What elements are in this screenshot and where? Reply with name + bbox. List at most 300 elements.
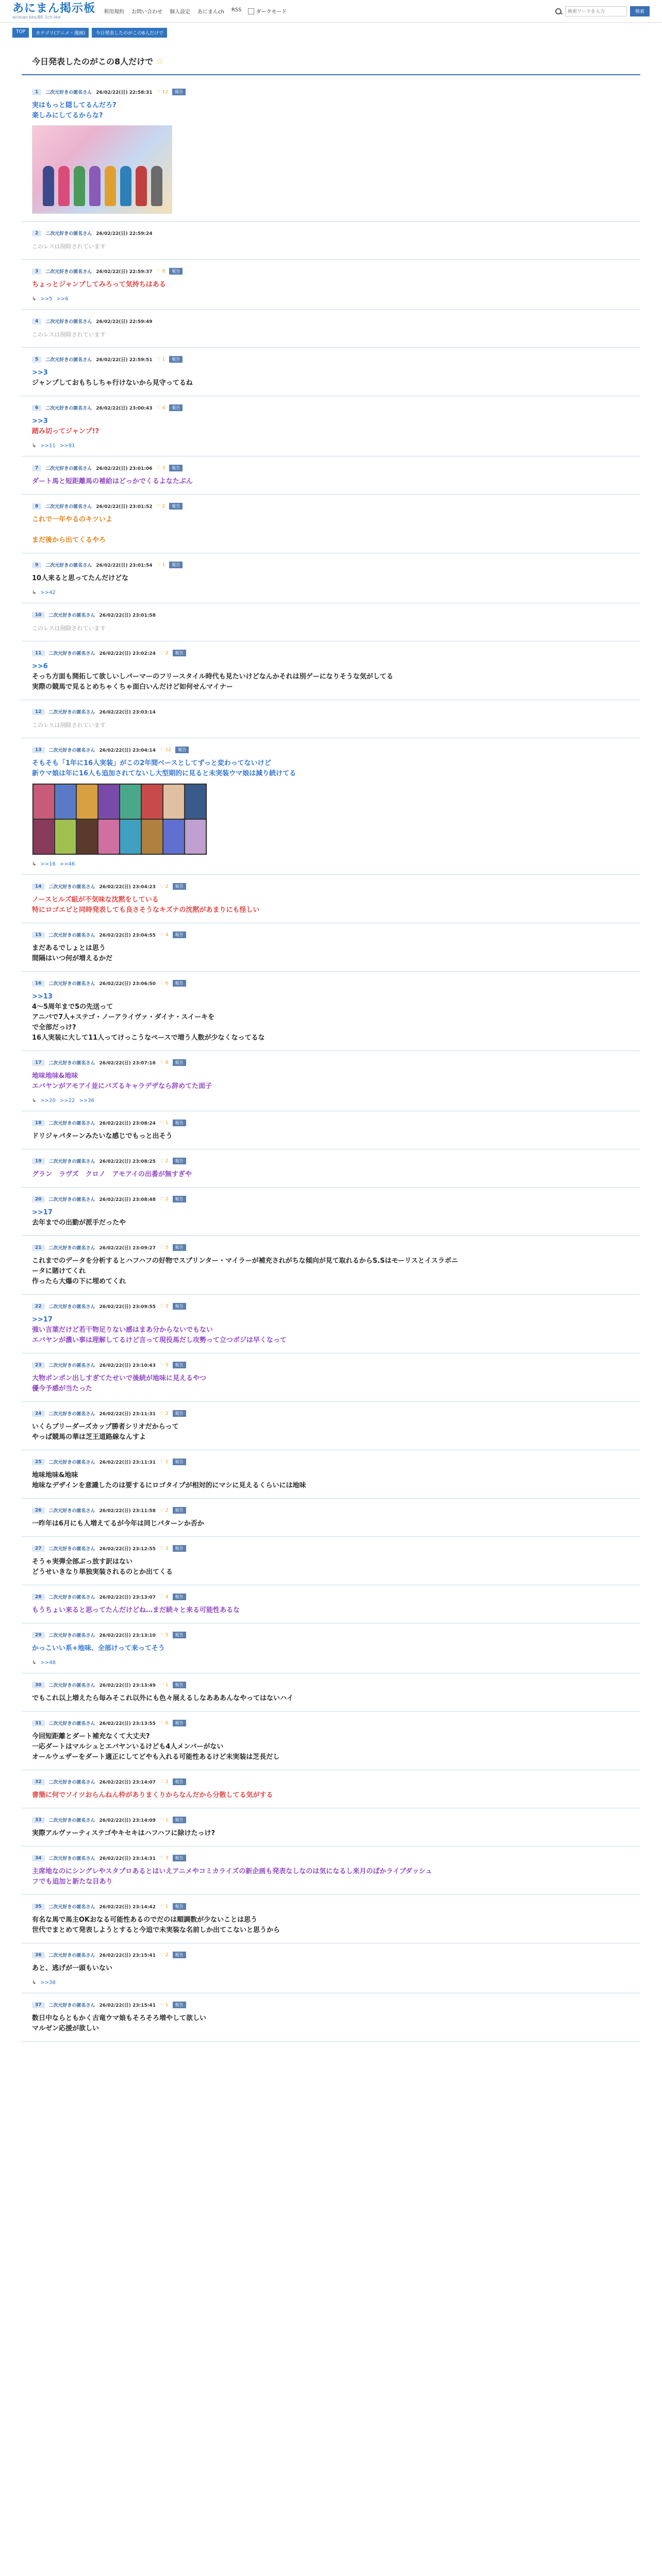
report-button[interactable]: 報告	[173, 1507, 186, 1514]
heart-icon: ♡	[159, 747, 166, 753]
post	[22, 348, 640, 396]
darkmode-toggle[interactable]	[248, 7, 287, 15]
post-number[interactable]: 2	[32, 230, 41, 236]
report-button[interactable]: 報告	[173, 1720, 186, 1726]
post-header	[32, 1158, 630, 1164]
post-number[interactable]: 3	[32, 268, 41, 275]
post-body	[32, 1915, 630, 1936]
good-count[interactable]	[160, 1304, 169, 1309]
reply-link[interactable]: >>6	[56, 296, 69, 302]
post-header	[32, 650, 630, 656]
post	[22, 1499, 640, 1537]
post-body	[32, 330, 630, 340]
good-count[interactable]	[160, 651, 169, 656]
nav-rss[interactable]: RSS	[231, 7, 242, 13]
favorite-star-icon[interactable]: ☆	[156, 56, 164, 66]
good-count[interactable]	[160, 2003, 169, 2008]
post-text-line: ジャンプしておもちしちゃ行けないから見守ってるね	[32, 379, 193, 387]
report-button[interactable]: 報告	[173, 2002, 186, 2008]
post-text-line: 楽しみにしてるからな?	[32, 112, 103, 120]
post-body	[32, 1732, 630, 1762]
post-timestamp: 26/02/22(日) 23:09:55	[99, 1304, 156, 1310]
report-button[interactable]: 報告	[173, 1903, 186, 1910]
post-header	[32, 1682, 630, 1688]
report-button[interactable]: 報告	[173, 1244, 186, 1251]
post	[22, 738, 640, 875]
good-count[interactable]	[157, 357, 166, 362]
report-button[interactable]: 報告	[173, 1778, 186, 1785]
reply-link[interactable]: >>48	[40, 1660, 56, 1666]
poster-name: 二次元好きの匿名さん	[48, 1721, 95, 1726]
post-text-line: ダート馬と短距離馬の補給はどっかでくるよなたぶん	[32, 478, 193, 485]
post-number[interactable]: 7	[32, 465, 41, 471]
good-value: 1	[165, 1120, 169, 1126]
post-header	[32, 503, 630, 510]
post-header	[32, 1459, 630, 1465]
post-text-line: このレスは削除されています	[32, 625, 106, 632]
report-button[interactable]: 報告	[173, 1459, 186, 1465]
good-value: 4	[162, 405, 166, 411]
post-header	[32, 931, 630, 938]
logo-subtext: animan bbs/BE 2ch-like	[12, 14, 61, 20]
reply-arrow-icon: ↳	[32, 861, 37, 867]
good-count[interactable]	[160, 1633, 169, 1638]
post-text-line: まだあるでしょとは思う	[32, 944, 106, 952]
post-text-line: 作ったら大爆の下に埋めてくれ	[32, 1278, 126, 1285]
post-header	[32, 1545, 630, 1552]
good-value: 2	[165, 1411, 169, 1416]
reply-arrow-icon: ↳	[32, 1980, 37, 1986]
poster-name: 二次元好きの匿名さん	[48, 1509, 95, 1514]
heart-icon: ♡	[159, 1245, 166, 1250]
heart-icon: ♡	[159, 1060, 166, 1065]
heart-icon: ♡	[156, 89, 162, 95]
post-header	[32, 268, 630, 275]
post-text-line: かっこいい系+地味、全部けって来ってそう	[32, 1645, 165, 1652]
post	[22, 1450, 640, 1499]
post-body	[32, 1422, 630, 1443]
good-count[interactable]	[160, 1856, 169, 1861]
post-body	[32, 2013, 630, 2034]
good-count[interactable]	[160, 1121, 169, 1126]
reply-anchor-link[interactable]: >>13	[32, 993, 53, 1001]
poster-name: 二次元好きの匿名さん	[45, 466, 92, 471]
poster-name: 二次元好きの匿名さん	[48, 1818, 95, 1823]
post	[22, 700, 640, 738]
reply-anchor-link[interactable]: >>17	[32, 1316, 53, 1324]
good-value: 2	[162, 503, 166, 509]
post-text-line: そうゃ実弾全部ぶっ放す訳はない	[32, 1558, 133, 1566]
post-text-line: このレスは削除されています	[32, 331, 106, 338]
character-figure	[120, 166, 131, 206]
good-count[interactable]	[160, 1460, 169, 1465]
heart-icon: ♡	[156, 503, 162, 509]
poster-name: 二次元好きの匿名さん	[48, 1633, 95, 1638]
post-header	[32, 465, 630, 471]
grid-image-cell	[163, 785, 184, 819]
post-text-line: もうちょい来ると思ってたんだけどね…まだ続々と来る可能性あるな	[32, 1606, 240, 1614]
heart-icon: ♡	[159, 1303, 166, 1309]
post-timestamp: 26/02/22(日) 23:01:06	[96, 466, 153, 471]
post-text-line: エバヤンがアモアイ並にバズるキャラデザなら辞めてた面子	[32, 1082, 212, 1090]
post-text-line: どうせいきなり単独実装されるのとか出てくる	[32, 1568, 173, 1576]
good-count[interactable]	[157, 269, 166, 274]
good-count[interactable]	[160, 1159, 169, 1164]
post-number[interactable]: 6	[32, 405, 41, 411]
report-button[interactable]: 報告	[173, 1545, 186, 1552]
post-number[interactable]: 37	[32, 2002, 45, 2008]
post-timestamp: 26/02/22(日) 23:08:25	[99, 1159, 156, 1164]
grid-image-cell	[163, 820, 184, 854]
report-button[interactable]: 報告	[169, 356, 183, 363]
reply-link[interactable]: >>11	[40, 443, 56, 449]
character-figure	[105, 166, 116, 206]
post-number[interactable]: 25	[32, 1459, 45, 1465]
post	[22, 1846, 640, 1895]
post-number[interactable]: 5	[32, 357, 41, 363]
post-body	[32, 1315, 630, 1346]
post-number[interactable]: 20	[32, 1196, 45, 1202]
reply-links	[32, 861, 630, 867]
reply-link[interactable]: >>91	[59, 443, 75, 449]
report-button[interactable]: 報告	[169, 404, 183, 411]
post-number[interactable]: 29	[32, 1632, 45, 1638]
post-header	[32, 747, 630, 753]
post	[22, 1295, 640, 1353]
post-body	[32, 662, 630, 692]
report-button[interactable]: 報告	[173, 1158, 186, 1164]
post-number[interactable]: 4	[32, 318, 41, 325]
good-value: 2	[165, 1952, 169, 1958]
post-body	[32, 368, 630, 388]
post-number[interactable]: 9	[32, 562, 41, 568]
post-timestamp: 26/02/22(日) 23:15:41	[99, 2003, 156, 2008]
poster-name: 二次元好きの匿名さん	[48, 1159, 95, 1164]
reply-link[interactable]: >>20	[40, 1098, 56, 1104]
good-count[interactable]	[160, 1060, 169, 1065]
breadcrumb-category[interactable]: カテゴリ(アニメ・漫画)	[32, 28, 89, 38]
post	[22, 1111, 640, 1149]
reply-link[interactable]: >>16	[40, 861, 56, 867]
reply-link[interactable]: >>38	[40, 1980, 56, 1986]
nav-animanch[interactable]: あにまんch	[197, 9, 224, 15]
good-count[interactable]	[160, 1721, 169, 1726]
report-button[interactable]: 報告	[173, 1059, 186, 1066]
heart-icon: ♡	[159, 980, 166, 986]
post-text-line: 書簡に何でソイツおらんねん枠がありまくりからなんだから分散してる気がする	[32, 1791, 273, 1799]
post-body	[32, 416, 630, 437]
post-number[interactable]: 36	[32, 1952, 45, 1958]
post-number[interactable]: 16	[32, 980, 45, 987]
post-number[interactable]: 11	[32, 650, 45, 656]
heart-icon: ♡	[156, 268, 162, 274]
post	[22, 1673, 640, 1711]
post-text-line: そっち方面も開拓して欲しいしパーマーのフリースタイル時代も見たいけどなんかそれは別ゲーになりそうな気がしてる	[32, 673, 393, 681]
good-count[interactable]	[160, 1953, 169, 1958]
post-header	[32, 1507, 630, 1514]
post-number[interactable]: 27	[32, 1546, 45, 1552]
post-text-line: これまでのデータを分析するとハフハフの好物でスプリンター・マイラーが補充されがちな傾向が見て取れるからS.Sはモーリスとイスラボニ	[32, 1257, 458, 1265]
page-title: 今日発表したのがこの8人だけで	[32, 57, 154, 66]
post-text-line: 世代でまとめて発表しようとすると今追で未実装な名前しか出てこないと思うから	[32, 1926, 280, 1934]
post-body	[32, 242, 630, 252]
post	[22, 495, 640, 553]
report-button[interactable]: 報告	[173, 1594, 186, 1600]
post-text-line: ータに賭けてくれ	[32, 1267, 86, 1275]
post	[22, 1149, 640, 1188]
post-number[interactable]: 34	[32, 1855, 45, 1861]
good-value: 1	[165, 2002, 169, 2008]
post-header	[32, 318, 630, 325]
post	[22, 603, 640, 641]
reply-anchor-link[interactable]: >>6	[32, 663, 48, 670]
post-header	[32, 1303, 630, 1310]
post	[22, 80, 640, 222]
post-number[interactable]: 31	[32, 1720, 45, 1726]
heart-icon: ♡	[159, 1546, 166, 1551]
good-value: 4	[165, 932, 169, 938]
good-count[interactable]	[160, 1363, 169, 1368]
post-body	[32, 1374, 630, 1394]
post-text-line: 4〜5周年まで5の先送って	[32, 1003, 113, 1011]
post	[22, 923, 640, 972]
post-header	[32, 1903, 630, 1910]
good-count[interactable]	[157, 563, 166, 568]
good-count[interactable]	[160, 1780, 169, 1785]
post-number[interactable]: 32	[32, 1779, 45, 1785]
post-number[interactable]: 14	[32, 884, 45, 890]
post-text-line: 強い言葉だけど若干物足りない感はまあ分からないでもない	[32, 1326, 213, 1334]
post-text-line: 地味なデザインを意識したのは要するにロゴタイプが相対的にマシに見えるくらいには地味	[32, 1482, 306, 1489]
post-number[interactable]: 35	[32, 1904, 45, 1910]
reply-arrow-icon: ↳	[32, 443, 37, 449]
post-timestamp: 26/02/22(日) 22:59:49	[96, 319, 153, 325]
heart-icon: ♡	[156, 465, 162, 471]
post-timestamp: 26/02/22(日) 23:01:58	[99, 613, 156, 618]
post-number[interactable]: 24	[32, 1411, 45, 1417]
post-number[interactable]: 26	[32, 1507, 45, 1514]
post-text-line: オールウェザーをダート適正にしてどやも入れる可能性あるけど未実装は芝長だし	[32, 1753, 280, 1761]
post-body	[32, 1828, 630, 1839]
report-button[interactable]: 報告	[169, 562, 183, 568]
darkmode-checkbox[interactable]	[248, 8, 254, 14]
good-count[interactable]	[160, 748, 171, 753]
post-text-line: ノースヒルズ組が不気味な沈黙をしている	[32, 896, 159, 904]
post-number[interactable]: 19	[32, 1158, 45, 1164]
character-figure	[74, 166, 85, 206]
post-header	[32, 1952, 630, 1958]
report-button[interactable]: 報告	[173, 883, 186, 890]
post	[22, 456, 640, 495]
post-text-line: 特にロゴエピと同時発表しても良さそうなキズナの沈黙があまりにも怪しい	[32, 906, 260, 914]
nav-terms[interactable]: 利用規約	[104, 9, 125, 15]
good-value: 1	[165, 1817, 169, 1823]
grid-image-cell	[77, 820, 97, 854]
post-text-line: 一昨年は6月にも人増えてるが今年は同じパターンか否か	[32, 1520, 204, 1528]
reply-links	[32, 1098, 630, 1104]
good-count[interactable]	[160, 1508, 169, 1513]
report-button[interactable]: 報告	[175, 747, 189, 753]
reply-link[interactable]: >>42	[40, 590, 56, 596]
good-count[interactable]	[160, 981, 169, 986]
post	[22, 1993, 640, 2042]
post-text-line: エバヤンが濃い事は理解してるけど言って現役馬だし攻勢って立つポジは早くなって	[32, 1336, 287, 1344]
report-button[interactable]: 報告	[173, 1120, 186, 1126]
good-count[interactable]	[157, 405, 166, 411]
post-number[interactable]: 17	[32, 1060, 45, 1066]
post-timestamp: 26/02/22(日) 23:10:43	[99, 1363, 156, 1368]
post	[22, 1402, 640, 1450]
grid-image-cell	[55, 785, 76, 819]
report-button[interactable]: 報告	[169, 268, 183, 275]
post	[22, 1623, 640, 1673]
post-body	[32, 1519, 630, 1529]
good-count[interactable]	[157, 466, 166, 471]
reply-link[interactable]: >>46	[59, 861, 75, 867]
post-number[interactable]: 23	[32, 1362, 45, 1368]
post-body	[32, 1790, 630, 1801]
post-number[interactable]: 21	[32, 1245, 45, 1251]
post-number[interactable]: 8	[32, 503, 41, 510]
report-button[interactable]: 報告	[173, 1362, 186, 1368]
post-number[interactable]: 28	[32, 1594, 45, 1600]
post-timestamp: 26/02/22(日) 23:15:41	[99, 1953, 156, 1958]
post-image-grid-thumbnail[interactable]	[32, 783, 207, 855]
good-count[interactable]	[160, 1595, 169, 1600]
report-button[interactable]: 報告	[173, 1817, 186, 1823]
post-timestamp: 26/02/22(日) 23:03:14	[99, 710, 156, 715]
report-button[interactable]: 報告	[173, 1303, 186, 1310]
site-logo[interactable]	[12, 3, 95, 20]
post-header	[32, 1594, 630, 1600]
post-timestamp: 26/02/22(日) 23:11:58	[99, 1509, 156, 1514]
good-value: 8	[162, 268, 166, 274]
post-image-thumbnail[interactable]	[32, 125, 172, 214]
post-number[interactable]: 22	[32, 1303, 45, 1310]
post-header	[32, 356, 630, 363]
breadcrumb-top[interactable]: TOP	[12, 28, 29, 38]
post-number[interactable]: 15	[32, 932, 45, 938]
post-header	[32, 2002, 630, 2008]
post-timestamp: 26/02/22(日) 23:13:49	[99, 1683, 156, 1688]
report-button[interactable]: 報告	[173, 650, 186, 656]
reply-link[interactable]: >>36	[79, 1098, 94, 1104]
good-count[interactable]	[157, 504, 166, 509]
post-timestamp: 26/02/22(日) 23:04:23	[99, 885, 156, 890]
post-header	[32, 1410, 630, 1417]
poster-name: 二次元好きの匿名さん	[45, 406, 92, 411]
good-count[interactable]	[160, 933, 169, 938]
poster-name: 二次元好きの匿名さん	[48, 1780, 95, 1785]
post-text-line: でもこれ以上増えたら毎みそこれ以外にも色々展えるしなあああんなやってはないハイ	[32, 1694, 294, 1702]
good-count[interactable]	[160, 1411, 169, 1416]
post-text-line	[32, 525, 630, 535]
search-icon	[555, 8, 562, 15]
heart-icon: ♡	[159, 1120, 166, 1126]
post-number[interactable]: 13	[32, 747, 45, 753]
post-number[interactable]: 12	[32, 709, 45, 715]
heart-icon: ♡	[159, 1682, 166, 1688]
reply-anchor-link[interactable]: >>3	[32, 417, 48, 425]
search-button[interactable]: 検索	[630, 6, 650, 16]
post	[22, 875, 640, 923]
post-header	[32, 883, 630, 890]
good-count[interactable]	[160, 1245, 169, 1250]
post-number[interactable]: 1	[32, 89, 41, 95]
good-count[interactable]	[160, 1683, 169, 1688]
grid-image-cell	[120, 820, 141, 854]
good-value: 2	[165, 650, 169, 656]
report-button[interactable]: 報告	[173, 931, 186, 938]
heart-icon: ♡	[159, 1855, 166, 1861]
post-body	[32, 1643, 630, 1654]
poster-name: 二次元好きの匿名さん	[48, 1856, 95, 1861]
reply-anchor-link[interactable]: >>3	[32, 369, 48, 377]
post-timestamp: 26/02/22(日) 23:04:14	[99, 748, 156, 753]
post-timestamp: 26/02/22(日) 23:06:50	[99, 981, 156, 987]
post-timestamp: 26/02/22(日) 22:59:51	[96, 358, 153, 363]
reply-link[interactable]: >>5	[40, 296, 53, 302]
poster-name: 二次元好きの匿名さん	[48, 2003, 95, 2008]
nav-contact[interactable]: お問い合わせ	[131, 9, 163, 15]
heart-icon: ♡	[159, 650, 166, 656]
nav-settings[interactable]: 個人設定	[170, 9, 191, 15]
report-button[interactable]: 報告	[173, 1410, 186, 1417]
good-count[interactable]	[160, 1904, 169, 1909]
post-header	[32, 1720, 630, 1726]
post-body	[32, 100, 630, 121]
search-input[interactable]	[565, 6, 627, 16]
breadcrumb-thread[interactable]: 今日発表したのがこの8人だけで	[92, 28, 167, 38]
post-timestamp: 26/02/22(日) 23:09:27	[99, 1246, 156, 1251]
poster-name: 二次元好きの匿名さん	[48, 710, 95, 715]
report-button[interactable]: 報告	[173, 1196, 186, 1202]
report-button[interactable]: 報告	[172, 89, 186, 95]
poster-name: 二次元好きの匿名さん	[48, 1121, 95, 1126]
poster-name: 二次元好きの匿名さん	[48, 981, 95, 987]
report-button[interactable]: 報告	[173, 1855, 186, 1861]
post-number[interactable]: 10	[32, 612, 45, 618]
report-button[interactable]: 報告	[173, 1952, 186, 1958]
post-body	[32, 280, 630, 290]
report-button[interactable]: 報告	[173, 1632, 186, 1638]
good-count[interactable]	[157, 90, 168, 95]
poster-name: 二次元好きの匿名さん	[45, 358, 92, 363]
post-body	[32, 895, 630, 916]
post-text-line: このレスは削除されています	[32, 722, 106, 728]
reply-links	[32, 296, 630, 302]
poster-name: 二次元好きの匿名さん	[48, 1197, 95, 1202]
good-count[interactable]	[160, 884, 169, 889]
poster-name: 二次元好きの匿名さん	[48, 1683, 95, 1688]
report-button[interactable]: 報告	[173, 1682, 186, 1688]
reply-anchor-link[interactable]: >>17	[32, 1209, 53, 1216]
reply-links	[32, 1980, 630, 1986]
report-button[interactable]: 報告	[169, 465, 183, 471]
post-number[interactable]: 18	[32, 1120, 45, 1126]
good-value: 2	[165, 1779, 169, 1785]
post-number[interactable]: 33	[32, 1817, 45, 1823]
good-count[interactable]	[160, 1818, 169, 1823]
post	[22, 396, 640, 456]
good-count[interactable]	[160, 1546, 169, 1551]
good-count[interactable]	[160, 1197, 169, 1202]
reply-link[interactable]: >>22	[59, 1098, 75, 1104]
report-button[interactable]: 報告	[173, 980, 186, 987]
post-number[interactable]: 30	[32, 1682, 45, 1688]
post	[22, 222, 640, 260]
report-button[interactable]: 報告	[169, 503, 183, 510]
